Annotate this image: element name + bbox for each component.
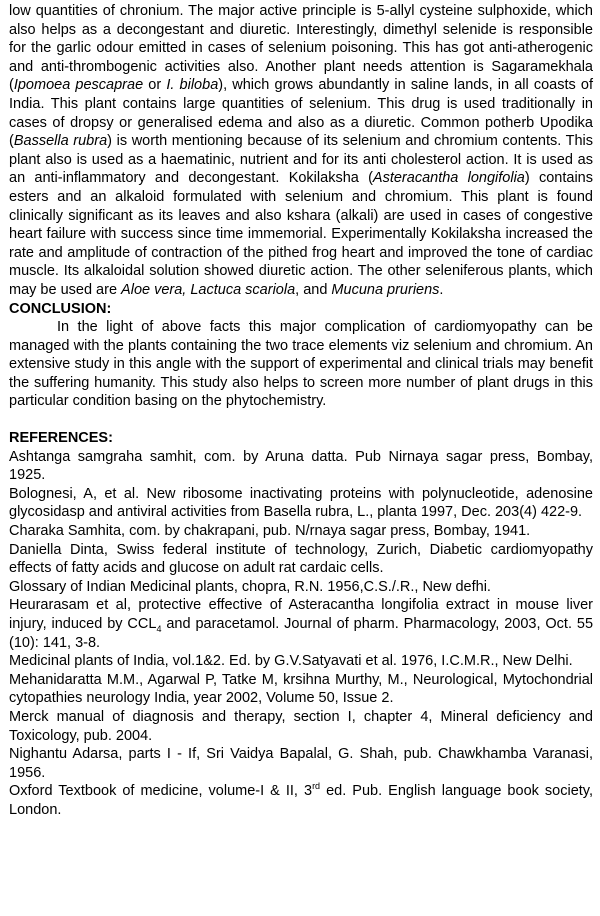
intro-text: ) contains esters and an alkaloid formulated with selenium and chromium. This plant is found clinically significant as its leaves and also kshara (alkali) are used in cases of congestive heart failure with success since time immemorial. Experimentally Kokilaksha increased the rate and amplitude of contraction of the pithed frog heart and improved the tone of cardiac muscle. Its alkaloidal solution showed diuretic action. The other seleniferous plants, which may be used are xyxy=(9,170,593,298)
intro-paragraph xyxy=(9,2,593,300)
species-name: Aloe vera, Lactuca scariola xyxy=(121,281,296,298)
reference-item: Ashtanga samgraha samhit, com. by Aruna datta. Pub Nirnaya sagar press, Bombay, 1925. xyxy=(9,448,593,484)
species-name: Asteracantha longifolia xyxy=(372,170,525,187)
intro-text: . xyxy=(439,281,444,298)
reference-item: Daniella Dinta, Swiss federal institute of technology, Zurich, Diabetic cardiomyopathy effects of fatty acids and glucose on adult rat cardaic cells. xyxy=(9,541,593,577)
species-name: I. biloba xyxy=(166,77,219,94)
references-heading: REFERENCES: xyxy=(9,430,113,447)
conclusion-heading: CONCLUSION: xyxy=(9,300,112,317)
superscript: rd xyxy=(312,781,321,792)
reference-item: Charaka Samhita, com. by chakrapani, pub. N/rnaya sagar press, Bombay, 1941. xyxy=(9,523,531,540)
reference-item: Mehanidaratta M.M., Agarwal P, Tatke M, krsihna Murthy, M., Neurological, Mytochondrial cytopathies neurology India, year 2002, Volume 50, Issue 2. xyxy=(9,671,593,707)
subscript: 4 xyxy=(156,623,162,634)
reference-item: Merck manual of diagnosis and therapy, section I, chapter 4, Mineral deficiency and Toxicology, pub. 2004. xyxy=(9,708,593,744)
intro-text: low quantities of chronium. The major active principle is 5-allyl cysteine sulphoxide, which also helps as a decongestant and diuretic. Interestingly, dimethyl selenide is responsible for the garlic odour emitted in cases of selenium poisoning. This has got anti-atherogenic and anti-thrombogenic activities also. Another plant needs attention is Sagaramekhala ( xyxy=(9,3,593,94)
section-spacer xyxy=(9,411,593,429)
species-name: Ipomoea pescaprae xyxy=(13,77,144,94)
intro-text: ) is worth mentioning because of its selenium and chromium contents. This plant also is used as a haematinic, nutrient and for its anti cholesterol action. It is used as an anti-inflammatory and decongestant. Kokilaksha ( xyxy=(9,133,594,187)
species-name: Bassella rubra xyxy=(13,133,108,150)
reference-text: Oxford Textbook of medicine, volume-I & II, 3 xyxy=(9,783,313,800)
intro-text: , and xyxy=(295,281,332,298)
reference-text: ed. Pub. English language book society, London. xyxy=(9,783,593,818)
intro-text: ), which grows abundantly in saline lands, in all coasts of India. This plant contains large quantities of selenium. This drug is used traditionally in cases of dropsy or generalised edema and also as a diuretic. Common potherb Upodika ( xyxy=(9,77,594,150)
conclusion-paragraph: In the light of above facts this major complication of cardiomyopathy can be managed with the plants containing the two trace elements viz selenium and chromium. An extensive study in this angle with the support of experimental and clinical trials may benefit the suffering humanity. This study also helps to screen more number of plant drugs in this particular condition basing on the phytochemistry. xyxy=(9,319,593,410)
reference-item xyxy=(9,782,593,819)
reference-item: Nighantu Adarsa, parts I - If, Sri Vaidya Bapalal, G. Shah, pub. Chawkhamba Varanasi, 1956. xyxy=(9,746,593,781)
intro-text: or xyxy=(143,77,167,94)
reference-item: Glossary of Indian Medicinal plants, chopra, R.N. 1956,C.S./.R., New defhi. xyxy=(9,578,491,595)
species-name: Mucuna pruriens xyxy=(331,281,440,298)
reference-item: Medicinal plants of India, vol.1&2. Ed. by G.V.Satyavati et al. 1976, I.C.M.R., New Delhi. xyxy=(9,653,573,670)
reference-text: Heurarasam et al, protective effective of Asteracantha longifolia extract in mouse liver injury, induced by CCL xyxy=(9,597,593,632)
reference-text: and paracetamol. Journal of pharm. Pharmacology, 2003, Oct. 55 (10): 141, 3-8. xyxy=(9,616,594,651)
reference-item xyxy=(9,596,593,652)
references-list xyxy=(9,448,593,820)
reference-item: Bolognesi, A, et al. New ribosome inactivating proteins with polynucleotide, adenosine glycosidasp and antiviral activities from Basella rubra, L., planta 1997, Dec. 203(4) 422-9. xyxy=(9,485,593,521)
